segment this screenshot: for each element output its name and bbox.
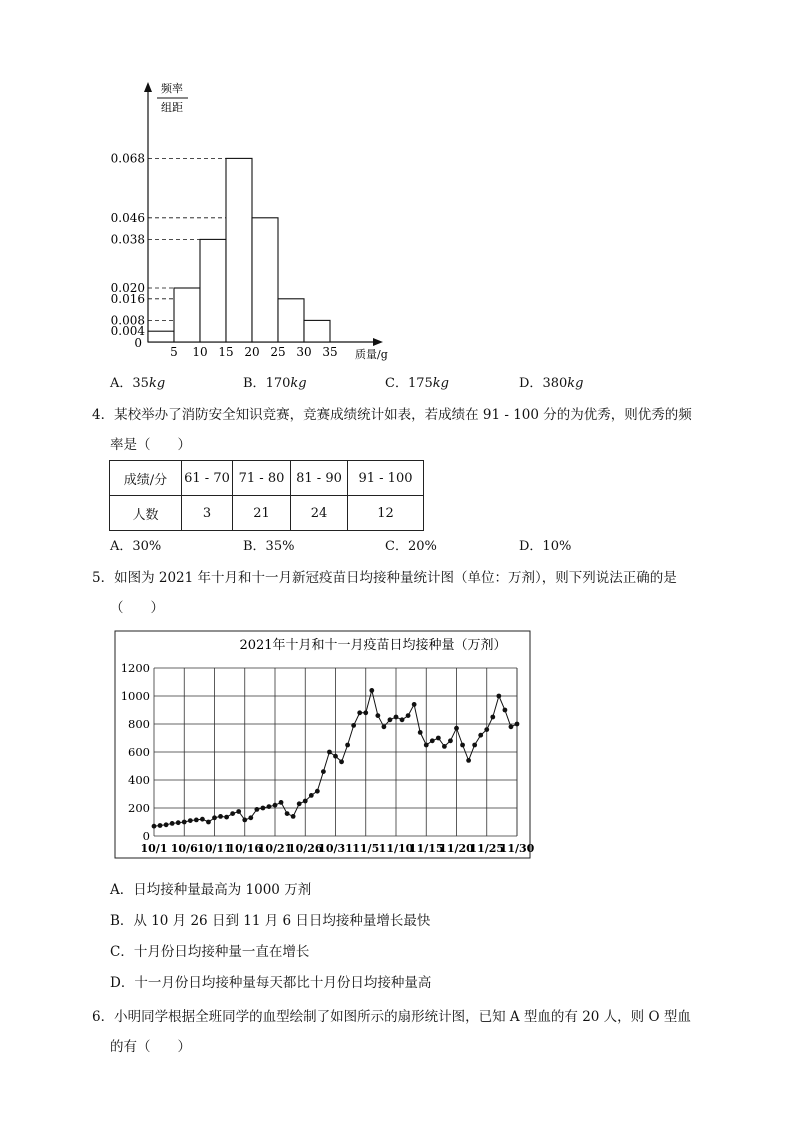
histogram-bar [148, 331, 174, 342]
x-tick-label: 11/15 [408, 842, 444, 855]
data-point [321, 769, 326, 774]
data-point [206, 820, 211, 825]
x-tick-label: 11/10 [378, 842, 414, 855]
table-cell: 3 [182, 496, 233, 531]
histogram-bar [200, 239, 226, 342]
data-point [236, 809, 241, 814]
data-point [218, 814, 223, 819]
q5-option-a[interactable]: A．日均接种量最高为 1000 万剂 [110, 882, 312, 898]
data-point [339, 759, 344, 764]
data-point [158, 823, 163, 828]
x-tick-label: 20 [244, 345, 260, 359]
table-cell: 21 [233, 496, 291, 531]
x-tick-label: 10 [192, 345, 208, 359]
table-cell: 91 - 100 [348, 461, 424, 496]
data-point [176, 820, 181, 825]
data-point [242, 818, 247, 823]
data-point [418, 730, 423, 735]
x-tick-label: 11/20 [439, 842, 474, 855]
x-axis-arrow [373, 338, 383, 346]
q5-stem-line2: （ ） [110, 600, 164, 616]
data-point [394, 715, 399, 720]
data-point [400, 717, 405, 722]
y-tick-label: 0.046 [110, 210, 145, 225]
ylabel-denominator: 组距 [161, 101, 183, 114]
y-tick-label: 0 [142, 829, 150, 843]
data-point [515, 722, 520, 727]
data-point [363, 710, 368, 715]
q5-option-b[interactable]: B．从 10 月 26 日到 11 月 6 日日均接种量增长最快 [110, 913, 431, 929]
x-tick-label: 35 [322, 345, 338, 359]
data-point [261, 806, 266, 811]
data-point [472, 743, 477, 748]
data-point [224, 815, 229, 820]
x-tick-label: 10/26 [287, 842, 323, 855]
histogram-bar [252, 218, 278, 342]
y-tick-label: 0.068 [110, 151, 145, 166]
data-point [194, 818, 199, 823]
y-axis-arrow [144, 82, 152, 92]
data-point [273, 803, 278, 808]
data-point [509, 724, 514, 729]
y-tick-label: 0.038 [110, 232, 145, 247]
data-point [436, 736, 441, 741]
data-point [297, 801, 302, 806]
table-cell: 人数 [110, 496, 182, 531]
data-point [303, 799, 308, 804]
data-point [496, 694, 501, 699]
x-tick-label: 10/16 [227, 842, 263, 855]
table-cell: 71 - 80 [233, 461, 291, 496]
q4-option-c[interactable]: C．20% [385, 539, 437, 554]
table-row [110, 461, 424, 496]
q4-option-d[interactable]: D．10% [519, 539, 572, 554]
origin-label: 0 [134, 336, 142, 350]
data-point [279, 800, 284, 805]
data-point [170, 821, 175, 826]
x-tick-label: 11/5 [352, 842, 380, 855]
data-point [357, 710, 362, 715]
data-point [430, 738, 435, 743]
x-tick-label: 10/6 [170, 842, 198, 855]
data-point [484, 727, 489, 732]
q6-stem-line2: 的有（ ） [110, 1039, 191, 1055]
data-point [212, 815, 217, 820]
data-point [448, 738, 453, 743]
data-point [152, 824, 157, 829]
data-point [291, 814, 296, 819]
data-point [248, 815, 253, 820]
data-point [375, 713, 380, 718]
data-point [412, 702, 417, 707]
data-point [454, 726, 459, 731]
data-point [442, 744, 447, 749]
data-point [188, 818, 193, 823]
data-point [478, 733, 483, 738]
x-tick-label: 11/30 [499, 842, 535, 855]
vaccination-line-chart [110, 628, 535, 860]
q3-option-a[interactable]: A．35kg [110, 376, 166, 391]
score-table [109, 460, 424, 531]
y-tick-label: 1200 [120, 661, 150, 675]
data-point [382, 724, 387, 729]
y-tick-label: 0.020 [110, 281, 145, 295]
frequency-histogram [0, 0, 794, 375]
ylabel-numerator: 频率 [161, 82, 183, 95]
data-point [254, 807, 259, 812]
data-point [406, 713, 411, 718]
histogram-bar [304, 320, 330, 342]
data-point [503, 708, 508, 713]
table-cell: 81 - 90 [291, 461, 348, 496]
y-tick-label: 600 [128, 745, 150, 759]
data-point [285, 811, 290, 816]
data-point [164, 822, 169, 827]
q5-stem-line1: 5．如图为 2021 年十月和十一月新冠疫苗日均接种量统计图（单位：万剂），则下列说法正确的是 [92, 570, 677, 586]
data-point [388, 717, 393, 722]
q4-stem-line2: 率是（ ） [110, 437, 191, 453]
q4-option-a[interactable]: A．30% [110, 539, 162, 554]
y-tick-label: 200 [128, 801, 150, 815]
q3-option-d[interactable]: D．380kg [519, 376, 584, 391]
table-cell: 61 - 70 [182, 461, 233, 496]
q3-option-c[interactable]: C．175kg [385, 376, 449, 391]
data-point [309, 793, 314, 798]
histogram-bar [226, 158, 252, 342]
table-cell: 24 [291, 496, 348, 531]
data-point [345, 743, 350, 748]
x-tick-label: 25 [270, 345, 286, 359]
data-point [490, 715, 495, 720]
data-point [369, 688, 374, 693]
data-point [230, 811, 235, 816]
table-cell: 成绩/分 [110, 461, 182, 496]
q3-option-b[interactable]: B．170kg [243, 376, 307, 391]
q4-option-b[interactable]: B．35% [243, 539, 295, 554]
histogram-bar [278, 299, 304, 342]
table-row [110, 496, 424, 531]
chart-title: 2021年十月和十一月疫苗日均接种量（万剂） [239, 638, 507, 653]
x-tick-label: 5 [170, 345, 178, 359]
table-cell: 12 [348, 496, 424, 531]
q5-option-d[interactable]: D．十一月份日均接种量每天都比十月份日均接种量高 [110, 975, 432, 991]
q4-stem-line1: 4．某校举办了消防安全知识竞赛，竞赛成绩统计如表，若成绩在 91 - 100 分的为优秀，则优秀的频 [92, 407, 692, 423]
x-tick-label: 10/11 [197, 842, 232, 855]
data-point [466, 758, 471, 763]
data-point [351, 723, 356, 728]
data-point [333, 754, 338, 759]
histogram-bar [174, 288, 200, 342]
data-point [424, 743, 429, 748]
x-tick-label: 15 [218, 345, 234, 359]
x-tick-label: 30 [296, 345, 312, 359]
y-tick-label: 0.008 [110, 313, 145, 328]
data-point [327, 750, 332, 755]
y-tick-label: 800 [128, 717, 150, 731]
data-point [182, 820, 187, 825]
x-tick-label: 10/1 [140, 842, 168, 855]
y-tick-label: 0.016 [110, 291, 145, 306]
q6-stem-line1: 6．小明同学根据全班同学的血型绘制了如图所示的扇形统计图，已知 A 型血的有 20 人，则 O 型血 [92, 1009, 691, 1025]
data-point [460, 743, 465, 748]
q5-option-c[interactable]: C．十月份日均接种量一直在增长 [110, 944, 310, 960]
x-tick-label: 10/31 [318, 842, 353, 855]
y-tick-label: 1000 [120, 689, 150, 703]
data-point [315, 789, 320, 794]
x-tick-label: 10/21 [257, 842, 293, 855]
y-tick-label: 400 [128, 773, 150, 787]
x-tick-label: 11/25 [469, 842, 505, 855]
data-point [267, 804, 272, 809]
y-tick-label: 0.004 [110, 324, 145, 339]
x-axis-label: 质量/g [355, 348, 388, 361]
data-point [200, 817, 205, 822]
